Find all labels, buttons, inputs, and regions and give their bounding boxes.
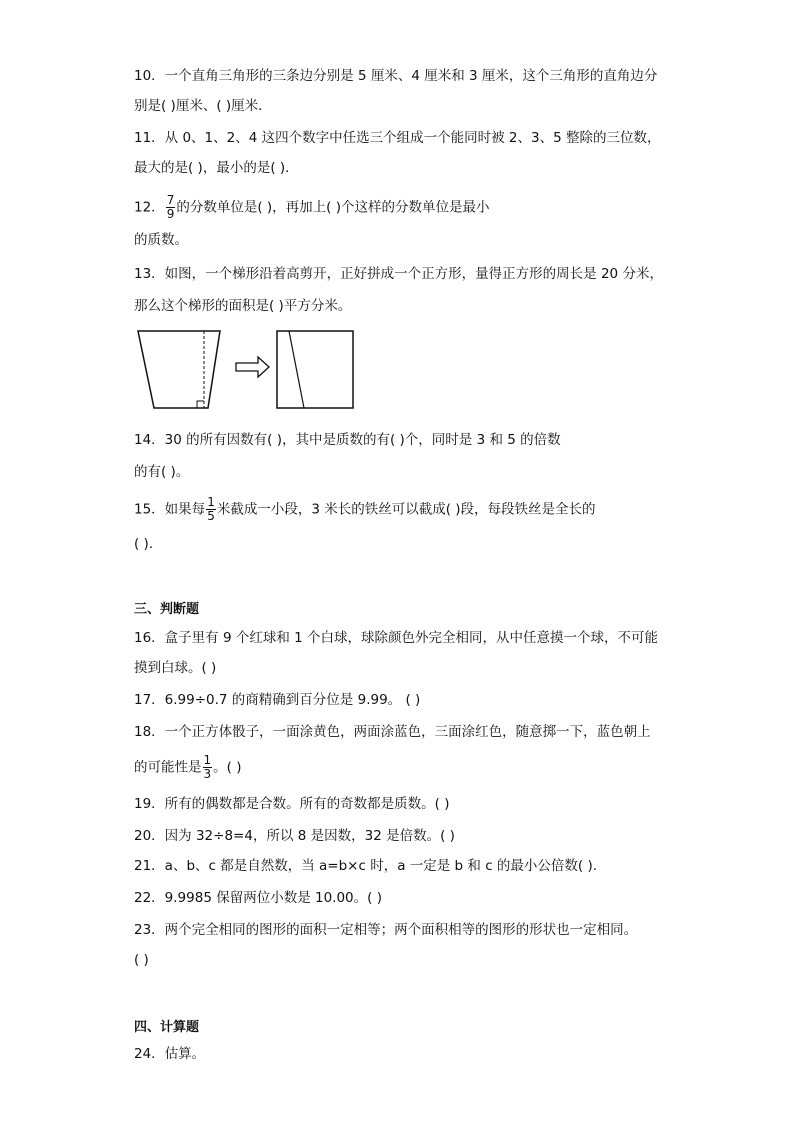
square-shape <box>277 331 353 408</box>
q13-line2: 那么这个梯形的面积是( )平方分米。 <box>134 298 352 314</box>
trapezoid-shape <box>138 331 220 408</box>
q18-line2 <box>134 754 241 781</box>
q14-line2: 的有( )。 <box>134 464 190 480</box>
q19-line: 19．所有的偶数都是合数。所有的奇数都是质数。( ) <box>134 796 450 812</box>
q11-line2: 最大的是( )，最小的是( )． <box>134 160 299 176</box>
q14-line1: 14．30 的所有因数有( )，其中是质数的有( )个，同时是 3 和 5 的倍数 <box>134 432 561 448</box>
section4-title: 四、计算题 <box>134 1020 200 1035</box>
q12-rest: 的分数单位是( )，再加上( )个这样的分数单位是最小 <box>176 199 490 216</box>
q22-line: 22．9.9985 保留两位小数是 10.00。( ) <box>134 890 382 906</box>
q10-line1: 10．一个直角三角形的三条边分别是 5 厘米、4 厘米和 3 厘米，这个三角形的直角边分 <box>134 68 658 84</box>
trapezoid-to-square-figure <box>134 328 356 412</box>
right-angle-marker <box>197 401 204 408</box>
q15-fraction <box>206 496 216 523</box>
q18-prefix: 的可能性是 <box>134 759 202 776</box>
q15-line2: ( ). <box>134 536 154 552</box>
q17-line: 17．6.99÷0.7 的商精确到百分位是 9.99。 ( ) <box>134 692 421 708</box>
q15-fraction-numerator: 1 <box>207 495 215 509</box>
q16-line2: 摸到白球。( ) <box>134 660 217 676</box>
square-cut-line <box>289 331 304 408</box>
q15-prefix: 15．如果每 <box>134 501 206 518</box>
q23-line2: ( ) <box>134 952 149 968</box>
q18-fraction-numerator: 1 <box>203 753 212 767</box>
section3-title: 三、判断题 <box>134 602 200 617</box>
q12-line1 <box>134 194 489 221</box>
q11-line1: 11．从 0、1、2、4 这四个数字中任选三个组成一个能同时被 2、3、5 整除的三位数， <box>134 130 661 146</box>
q15-line1 <box>134 496 596 523</box>
q12-line2: 的质数。 <box>134 232 188 248</box>
q18-rest: 。( ) <box>213 759 242 776</box>
q18-fraction <box>203 754 213 781</box>
q20-line: 20．因为 32÷8=4，所以 8 是因数，32 是倍数。( ) <box>134 828 455 844</box>
q13-line1: 13．如图，一个梯形沿着高剪开，正好拼成一个正方形，量得正方形的周长是 20 分米， <box>134 266 663 282</box>
q12-fraction <box>166 194 176 221</box>
q12-fraction-numerator: 7 <box>166 193 175 207</box>
q21-line: 21．a、b、c 都是自然数，当 a=b×c 时，a 一定是 b 和 c 的最小公倍数( ). <box>134 858 598 874</box>
q12-prefix: 12． <box>134 199 165 216</box>
q18-fraction-denominator: 3 <box>203 767 212 781</box>
q16-line1: 16．盒子里有 9 个红球和 1 个白球，球除颜色外完全相同，从中任意摸一个球，不可能 <box>134 630 659 646</box>
q10-line2: 别是( )厘米、( )厘米． <box>134 98 272 114</box>
q23-line1: 23．两个完全相同的图形的面积一定相等；两个面积相等的图形的形状也一定相同。 <box>134 922 638 938</box>
q18-line1: 18．一个正方体骰子，一面涂黄色，两面涂蓝色，三面涂红色，随意掷一下，蓝色朝上 <box>134 724 651 740</box>
q12-fraction-denominator: 9 <box>166 207 175 221</box>
arrow-right-icon <box>236 357 269 377</box>
q24-line: 24．估算。 <box>134 1046 206 1062</box>
q15-fraction-denominator: 5 <box>207 509 215 523</box>
q15-rest: 米截成一小段，3 米长的铁丝可以截成( )段，每段铁丝是全长的 <box>216 501 596 518</box>
